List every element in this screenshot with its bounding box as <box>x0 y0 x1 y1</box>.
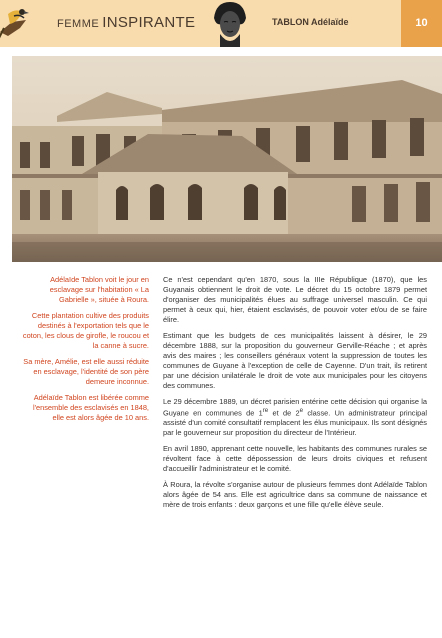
page-number: 10 <box>415 17 428 29</box>
article-paragraph-3 <box>163 397 427 438</box>
p3-sup-2: e <box>299 406 304 414</box>
sidebar-paragraph-2: Cette plantation cultive des produits destinés à l'exportation tels que le coton, les clous de girofle, le roucou et la canne à sucre. <box>22 310 149 350</box>
article-paragraph-2: Estimant que les budgets de ces municipalités laissent à désirer, le 29 décembre 1888, sur la proposition du gouverneur Gerville-Réache ; et après avis des maires ; les conseillers généraux votent la suppression de toutes les communes de Guyane à l'exception de celle de Cayenne. D'un trait, ils retirent par une décision unilatérale le droit de vote aux municipales pour les citoyens des communes. <box>163 330 427 390</box>
sidebar-paragraph-1: Adélaïde Tablon voit le jour en esclavage sur l'habitation « La Gabrielle », située à Roura. <box>49 275 149 304</box>
p3-part-a: Le 29 décembre 1889, un décret parisien entérine cette décision qui organise la Guyane en communes de 1 <box>163 396 427 418</box>
kicker-big: INSPIRANTE <box>102 14 196 31</box>
sidebar-paragraph-3: Sa mère, Amélie, est elle aussi réduite en esclavage, l'identité de son père demeure inconnue. <box>23 356 149 386</box>
kicker-small: FEMME <box>57 18 100 30</box>
article-paragraph-4: En avril 1890, apprenant cette nouvelle, les habitants des communes rurales se révoltent face à cette dépossession de leurs droits civiques et refusent d'accueillir l'administrateur et le comité. <box>163 444 427 474</box>
article-paragraph-1: Ce n'est cependant qu'en 1870, sous la IIIe République (1870), que les Guyanais obtiennent le droit de vote. Le décret du 15 octobre 1879 permet d'organiser des municipalités élues au suffrage universel masculin. Ce qui permet à ceux qui, hier, étaient esclavisés, de pouvoir voter et/ou de se faire élire. <box>163 275 427 324</box>
article-paragraph-5: À Roura, la révolte s'organise autour de plusieurs femmes dont Adélaïde Tablon alors âgée de 54 ans. Elle est agricultrice dans sa commune de naissance et mère de trois enfants : deux garçons et une fille qu'elle élève seule. <box>163 480 427 510</box>
page-header <box>0 0 442 47</box>
p3-part-c: classe. Un administrateur principal assisté d'un comité consultatif remplacent les élus municipaux. Ils sont désignés par le gouverneur sur proposition du directeur de l'Intérieur. <box>163 408 428 438</box>
sidebar-paragraph-4: Adélaïde Tablon est libérée comme l'ensemble des esclavisés en 1848, elle est alors âgée de 10 ans. <box>32 392 149 422</box>
p3-sup-1: re <box>262 406 269 414</box>
bird-icon <box>0 0 30 47</box>
p3-part-b: et de 2 <box>268 408 300 418</box>
building-illustration <box>12 56 442 262</box>
article-name: TABLON Adélaïde <box>272 17 349 27</box>
section-kicker <box>57 14 195 31</box>
portrait-icon <box>206 0 254 47</box>
historic-building-photo <box>12 56 442 262</box>
sidebar-summary <box>20 275 149 429</box>
page-number-badge <box>401 0 442 47</box>
main-article <box>163 275 427 516</box>
